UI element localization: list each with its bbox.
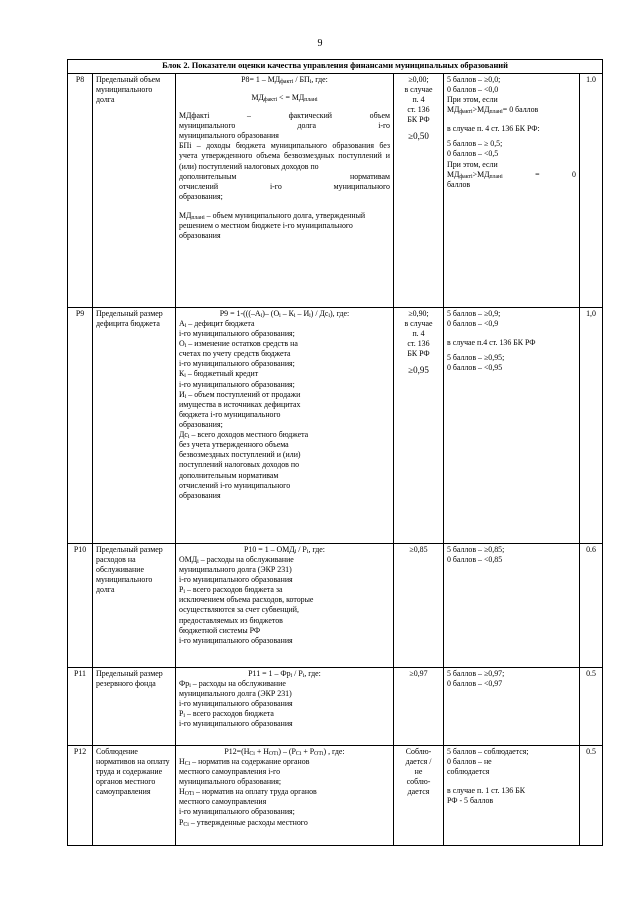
- block-title: Блок 2. Показатели оценки качества управления финансами муниципальных образований: [68, 60, 603, 74]
- indicator-name: Предельный объем муниципального долга: [93, 73, 176, 307]
- indicator-score: 5 баллов – ≥0,97; 0 баллов – <0,97: [444, 667, 580, 745]
- indicator-name: Предельный размер дефицита бюджета: [93, 307, 176, 543]
- indicator-formula: $Р9 = 1-(((-А_і)-$ $(О_і - К_і - И_і) / Дс_і$), где: $А_i$ – дефицит бюджета i-го муниципального образования; $О_i$ – изменение остатков средств на счетах по учету средств бюджета i-го муниципального образования; $К_i$ – бюджетный кредит i-го муниципального образования; $И_i$ – объем поступлений от продажи имущества в источниках дефицитах бюджета i-го муниципального образования; $Дс_i$ – всего доходов местного бюджета без учета утвержденного объема безвозмездных поступлений и (или) поступлений налоговых доходов по дополнительным нормативам отчислений i-го муниципального образования: [176, 307, 394, 543]
- formula-definition: муниципального долга i-го: [179, 121, 390, 131]
- formula-condition: $МД_{факті}$ < = $МД_{плані}$: [251, 92, 318, 103]
- table-row: [68, 307, 603, 543]
- formula-main: $Р8= 1 - МД_{факті} / БП_і$, где:: [241, 74, 328, 85]
- indicator-code: Р11: [68, 667, 93, 745]
- indicator-weight: 1,0: [580, 307, 603, 543]
- formula-main: $Р12=(Н_{Сi} + Н_{ОТi}) - (Р_{Сi} + Р_{ОТi})$ , где:: [224, 746, 345, 757]
- indicator-formula: $Р11 = 1 - Фр_і / Р_і$, где: $Фр_i$ – расходы на обслуживание муниципального долга (ЭКР 231) i-го муниципального образования $Р_i$ – всего расходов бюджета i-го муниципального образования: [176, 667, 394, 745]
- indicator-criterion: ≥0,97: [394, 667, 444, 745]
- indicator-score: 5 баллов – ≥0,9; 0 баллов – <0,9 в случае п.4 ст. 136 БК РФ 5 баллов – ≥0,95; 0 баллов – <0,95: [444, 307, 580, 543]
- page-number: 9: [317, 38, 323, 49]
- block-title-row: [68, 60, 603, 74]
- formula-definition: образования;: [179, 191, 223, 201]
- indicator-formula: [176, 73, 394, 307]
- formula-definition: БПi – доходы бюджета муниципального образования без учета утвержденного объема безвозмездных поступлений и (или) поступлений налоговых доходов по: [179, 141, 390, 171]
- indicator-score: 5 баллов – ≥0,0; 0 баллов – <0,0 При этом, если $МД_{фактi}>МД_{планi}= 0$ баллов в случае п. 4 ст. 136 БК РФ: 5 баллов – ≥ 0,5; 0 баллов – <0,5 При этом, если $МД_{фактi}>МД_{планi}$ = 0 баллов: [444, 73, 580, 307]
- indicators-table: [67, 59, 603, 846]
- indicator-weight: 0.6: [580, 543, 603, 667]
- indicator-code: Р8: [68, 73, 93, 307]
- table-row: [68, 73, 603, 307]
- formula-definition: отчислений i-го муниципального: [179, 181, 390, 191]
- table-row: [68, 543, 603, 667]
- indicator-name: Соблюдение нормативов на оплату труда и содержание органов местного самоуправления: [93, 745, 176, 845]
- indicator-code: Р12: [68, 745, 93, 845]
- indicator-weight: 0.5: [580, 667, 603, 745]
- indicator-criterion: ≥0,00; в случае п. 4 ст. 136 БК РФ ≥0,50: [394, 73, 444, 307]
- indicator-name: Предельный размер расходов на обслуживание муниципального долга: [93, 543, 176, 667]
- indicator-score: 5 баллов – ≥0,85; 0 баллов – <0,85: [444, 543, 580, 667]
- indicator-weight: 0.5: [580, 745, 603, 845]
- formula-definition: $МД_{планi}$ – объем муниципального долга, утвержденный решением о местном бюджете i-го муниципального образования: [179, 210, 366, 241]
- indicator-formula: $Р12=(Н_{Сi} + Н_{ОТi}) - (Р_{Сi} + Р_{ОТi})$ , где: $Н_{Сi}$ – норматив на содержание органов местного самоуправления i-го муниципального образования; $Н_{ОТi}$ – норматив на оплату труда органов местного самоуправления i-го муниципального образования; $Р_{Сi}$ – утвержденные расходы местного: [176, 745, 394, 845]
- formula-definition: муниципального образования: [179, 131, 279, 141]
- indicator-criterion: Соблю- дается / не соблю- дается: [394, 745, 444, 845]
- formula-main: $Р11 = 1 - Фр_і / Р_і$, где:: [248, 668, 321, 679]
- indicator-code: Р9: [68, 307, 93, 543]
- indicator-weight: 1.0: [580, 73, 603, 307]
- indicator-criterion: ≥0,90; в случае п. 4 ст. 136 БК РФ ≥0,95: [394, 307, 444, 543]
- formula-main: $Р9 = 1-(((-А_і)-$ $(О_і - К_і - И_і) / Дс_і$), где:: [219, 308, 350, 319]
- indicator-score: 5 баллов – соблюдается; 0 баллов – не соблюдается в случае п. 1 ст. 136 БК РФ - 5 баллов: [444, 745, 580, 845]
- formula-main: $Р10 = 1 - ОМД_і / Р_і$, где:: [244, 544, 325, 555]
- indicator-name: Предельный размер резервного фонда: [93, 667, 176, 745]
- table-row: [68, 667, 603, 745]
- indicator-formula: $Р10 = 1 - ОМД_і / Р_і$, где: $ОМД_i$ – расходы на обслуживание муниципального долга (ЭКР 231) i-го муниципального образования $Р_i$ – всего расходов бюджета за исключением объема расходов, которые осуществляются за счет субвенций, предоставляемых из бюджетов бюджетной системы РФ i-го муниципального образования: [176, 543, 394, 667]
- formula-definition: МДфактi – фактический объем: [179, 110, 390, 120]
- formula-definition: дополнительным нормативам: [179, 171, 390, 181]
- indicator-code: Р10: [68, 543, 93, 667]
- indicator-criterion: ≥0,85: [394, 543, 444, 667]
- table-row: [68, 745, 603, 845]
